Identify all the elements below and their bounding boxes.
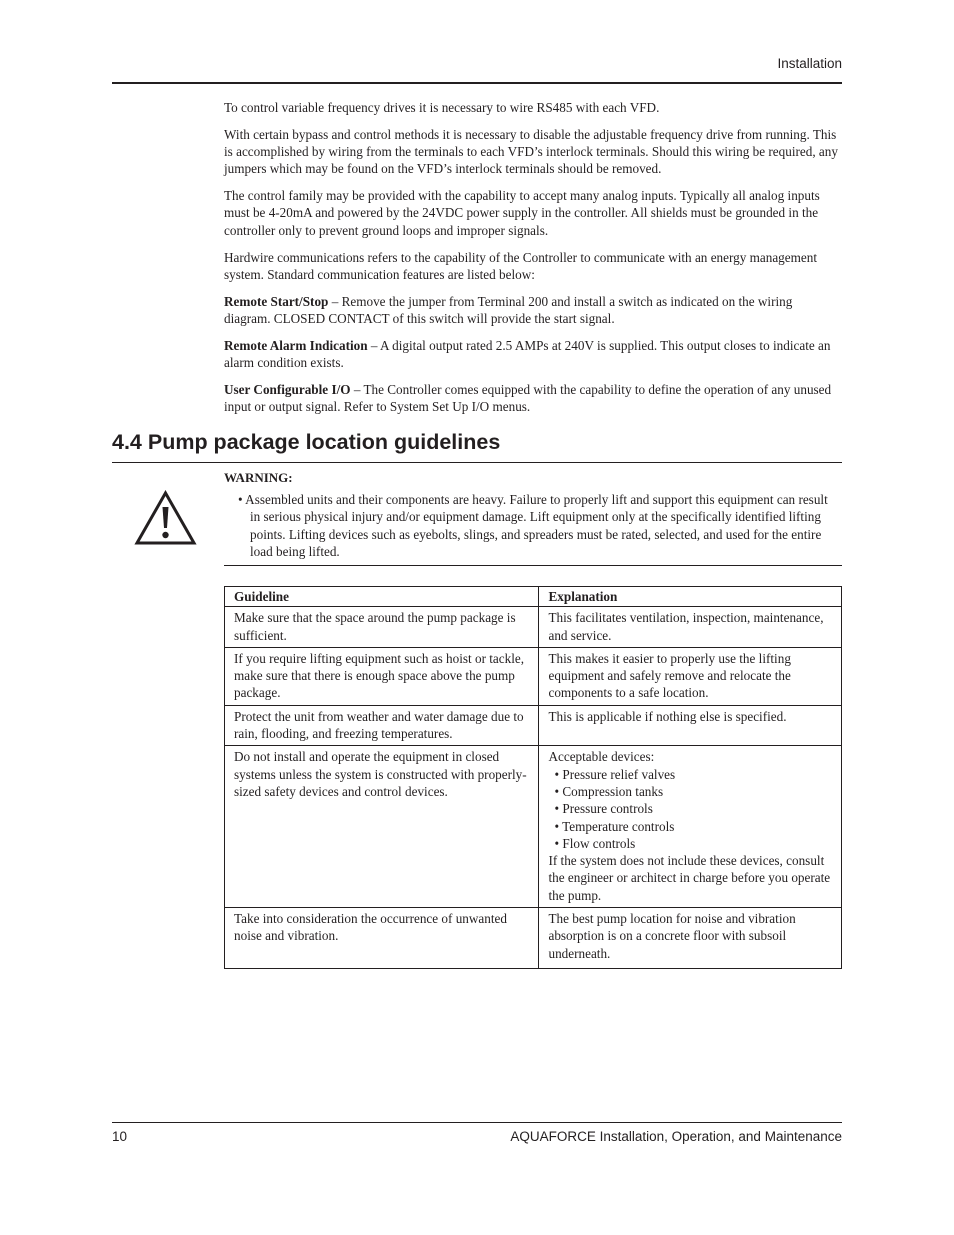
list-item: • Temperature controls — [554, 818, 675, 834]
explanation-cell: This makes it easier to properly use the lifting equipment and safely remove and relocate the components to a safe location. — [539, 647, 842, 705]
footer-doc-title: AQUAFORCE Installation, Operation, and Maintenance — [510, 1129, 842, 1144]
explanation-cell: This is applicable if nothing else is specified. — [539, 705, 842, 746]
guideline-cell: Take into consideration the occurrence of unwanted noise and vibration. — [225, 908, 539, 969]
body-text — [224, 99, 842, 425]
paragraph-remote-start — [224, 293, 842, 328]
paragraph-remote-alarm — [224, 337, 842, 372]
list-item: • Compression tanks — [554, 783, 664, 799]
paragraph-rs485: To control variable frequency drives it is necessary to wire RS485 with each VFD. — [224, 100, 660, 115]
section-heading: 4.4 Pump package location guidelines — [112, 430, 501, 454]
devices-outro: If the system does not include these devices, consult the engineer or architect in charge before you operate the pump. — [548, 853, 831, 903]
page-number: 10 — [112, 1129, 128, 1144]
guideline-cell: If you require lifting equipment such as hoist or tackle, make sure that there is enough space above the pump package. — [225, 647, 539, 705]
table-header-row — [225, 587, 842, 607]
explanation-cell — [539, 746, 842, 908]
remote-alarm-text: – A digital output rated 2.5 AMPs at 240V is supplied. This output closes to indicate an alarm condition exists. — [224, 337, 831, 371]
warning-text — [238, 491, 838, 560]
user-io-text: – The Controller comes equipped with the capability to define the operation of any unused input or output signal. Refer to System Set Up I/O menus. — [224, 381, 832, 415]
table-row — [225, 647, 842, 705]
paragraph-bypass: With certain bypass and control methods it is necessary to disable the adjustable frequency drive from running. This is accomplished by wiring from the terminals to each VFD’s interlock terminals. Should this wiring be required, any jumpers which may be found on the VFD’s interlock terminals should be removed. — [224, 126, 838, 177]
guideline-cell: Protect the unit from weather and water damage due to rain, flooding, and freezing temperatures. — [225, 705, 539, 746]
remote-alarm-label: Remote Alarm Indication — [224, 337, 368, 353]
column-header-guideline: Guideline — [225, 587, 539, 607]
remote-start-label: Remote Start/Stop — [224, 293, 329, 309]
warning-title: WARNING: — [224, 470, 293, 485]
table-row — [225, 607, 842, 648]
guideline-table — [224, 586, 842, 969]
footer-rule — [112, 1122, 842, 1123]
devices-list — [548, 766, 832, 852]
table-row — [225, 705, 842, 746]
guideline-cell: Make sure that the space around the pump package is sufficient. — [225, 607, 539, 648]
warning-bullet: • Assembled units and their components are heavy. Failure to properly lift and support this equipment can result in serious physical injury and/or equipment damage. Lift equipment only at the specifically identified lifting points. Lifting devices such as eyebolts, slings, and spreaders must be rated, selected, and used for the entire load being lifted. — [238, 492, 828, 559]
remote-start-text: – Remove the jumper from Terminal 200 and install a switch as indicated on the wiring diagram. CLOSED CONTACT of this switch will provide the start signal. — [224, 293, 793, 326]
paragraph-user-io — [224, 381, 842, 416]
table-row — [225, 908, 842, 969]
guideline-cell: Do not install and operate the equipment in closed systems unless the system is constructed with properly-sized safety devices and control devices. — [225, 746, 539, 908]
running-header: Installation — [777, 56, 842, 71]
header-rule — [112, 82, 842, 84]
paragraph-hardwire: Hardwire communications refers to the capability of the Controller to communicate with an energy management system. Standard communication features are listed below: — [224, 249, 817, 282]
column-header-explanation: Explanation — [539, 587, 842, 607]
warning-rule — [224, 565, 842, 566]
section-rule — [112, 462, 842, 463]
list-item: • Pressure relief valves — [554, 766, 676, 782]
explanation-cell: The best pump location for noise and vibration absorption is on a concrete floor with subsoil underneath. — [539, 908, 842, 969]
list-item: • Pressure controls — [554, 801, 653, 817]
paragraph-analog-inputs: The control family may be provided with the capability to accept many analog inputs. Typically all analog inputs must be 4-20mA and powered by the 24VDC power supply in the controller. All shields must be grounded in the controller only to prevent ground loops and improper signals. — [224, 188, 820, 238]
explanation-cell: This facilitates ventilation, inspection, maintenance, and service. — [539, 607, 842, 648]
warning-triangle-icon — [134, 490, 197, 546]
user-io-label: User Configurable I/O — [224, 381, 351, 397]
devices-intro: Acceptable devices: — [548, 749, 655, 765]
table-row — [225, 746, 842, 908]
list-item: • Flow controls — [554, 835, 636, 851]
